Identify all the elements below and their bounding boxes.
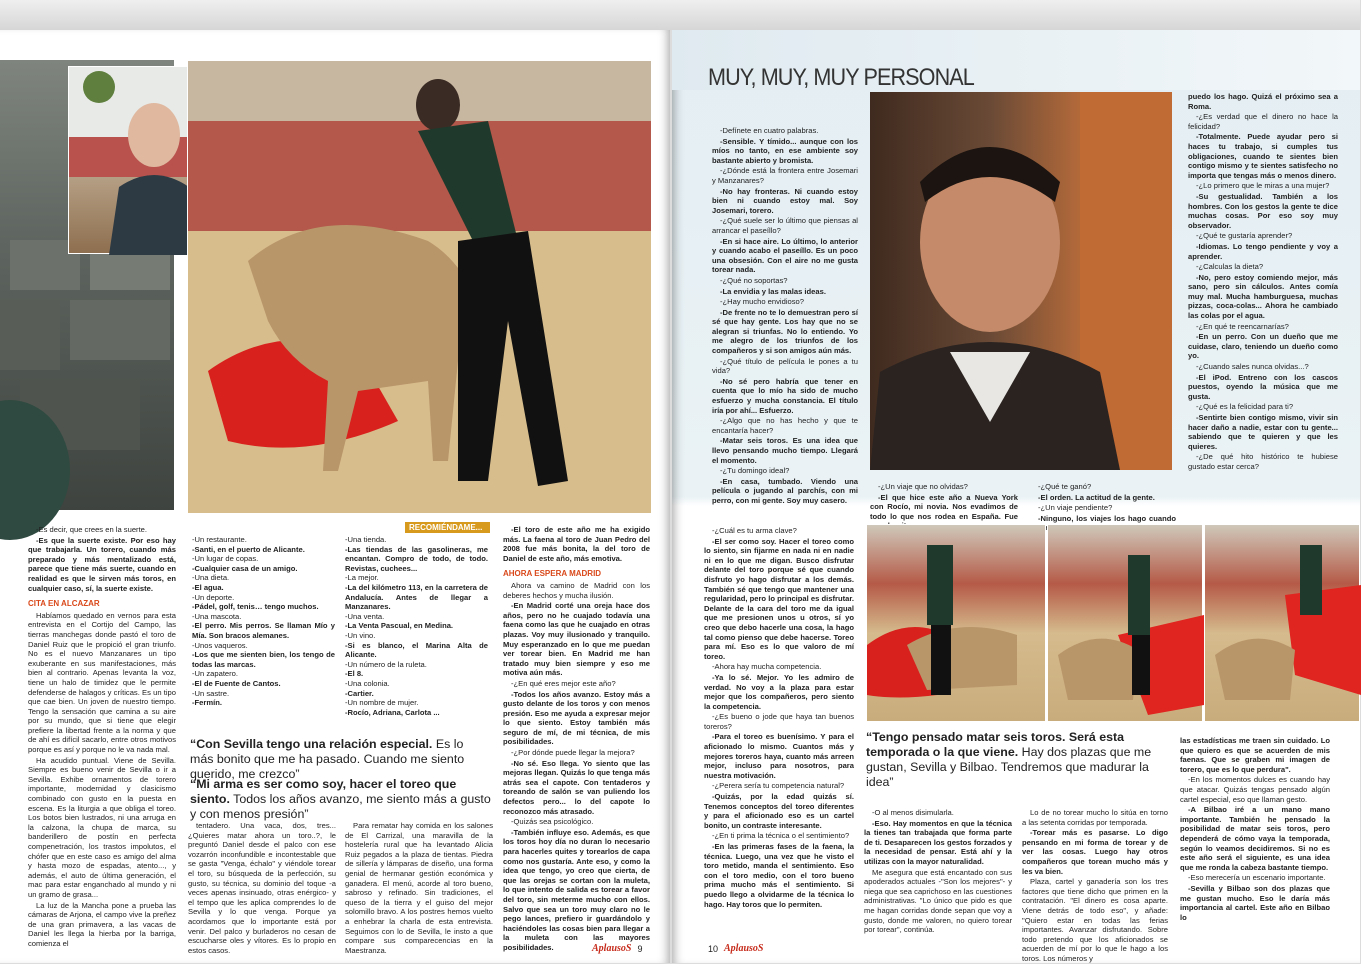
qa-line: -¿Tu domingo ideal? xyxy=(720,466,790,476)
qa-line: -Eso. Hay momentos en que la técnica la tienes tan trabajada que forma parte de ti. Desaparecen los gestos forzados y la necesidad de pensar. Está ahí y la utilizas con la mayor naturalidad. xyxy=(864,818,1012,866)
reco-item: -Un nombre de mujer. xyxy=(345,698,419,708)
right-column-D xyxy=(1188,92,1338,538)
qa-line: -¿Cuando sales nunca olvidas...? xyxy=(1196,362,1309,372)
qa-line: -El que hice este año a Nueva York con Rocío, mi novia. Nos evadimos de todo lo que nos rodea en España. Fue xyxy=(870,492,1018,521)
left-column-1 xyxy=(28,525,176,955)
para: -¿En qué eres mejor este año? xyxy=(511,678,616,688)
sequence-photo-3 xyxy=(1204,524,1360,722)
qa-line: -¿Perera sería tu competencia natural? xyxy=(712,781,845,791)
qa-line: -Para el toreo es buenísimo. Y para el aficionado lo mismo. Cuantos más y mejores toreros haya, cuanto más arreen mejor, incluso para nosotros, para nuestra motivación. xyxy=(704,732,854,780)
body-para: Para rematar hay comida en los salones de El Carrizal, una maravilla de la hostelería rural que ha levantado Alicia Ruiz pegados a la plaza de tientas. Piedra de sillería y lámparas de diseño, una forma genial de hermanar gestión económica y ganadera. El menú, acorde al toro bueno, sabroso y refinado. Sin tradiciones, el queso de la tierra y el guiso del mejor solomillo bravo. A los postres hemos vuelto a enhebrar la charla de esta entrevista. Seguimos con lo de Sevilla, le insto a que compare sus comparecencias en la Maestranza. xyxy=(345,821,493,955)
para: -Todos los años avanzo. Estoy más a gusto delante de los toros y con menos presión. Eso me ayuda a expresar mejor lo que siento. Estoy también más seguro de mí, de mi técnica, de mis posibilidades. xyxy=(503,689,650,747)
right-column-G xyxy=(1022,808,1168,963)
qa-line: -No, pero estoy comiendo mejor, más sano, pero sin cálculos. Antes comía muy mal. Mucha hamburguesa, muchas pizzas, coca-colas... Ahora he cambiado las colas por el agua. xyxy=(1188,272,1338,321)
page-number: 10 xyxy=(708,943,719,954)
left-page xyxy=(0,30,670,963)
qa-line: -¿Dónde está la frontera entre Josemari y Manzanares? xyxy=(712,166,858,185)
left-column-2 xyxy=(192,535,335,725)
qa-line: -¿En ti prima la técnica o el sentimiento? xyxy=(712,831,850,841)
answer-toro: -El toro de este año me ha exigido más. La faena al toro de Juan Pedro del 2008 fue más bonita, la del toro de Daniel de este año, más emotiva. xyxy=(503,525,650,563)
pull-quote-rest: Hay dos plazas que me gustan, Sevilla y Bilbao. Tendremos que madurar la idea” xyxy=(866,745,1152,789)
right-column-A xyxy=(712,126,858,538)
portrait-graphic xyxy=(870,92,1172,470)
qa-line: -Sentirte bien contigo mismo, vivir sin hacer daño a nadie, estar con tu gente... sabiendo que te quieren y que les quieres. xyxy=(1188,413,1338,451)
para: -También influye eso. Además, es que los toros hoy día no duran lo necesario para hacerles quites y torearlos de capa como nos gustaría. Ante eso, y como la idea que tengo, yo creo que cierta, de que las orejas se cortan con la muleta, lo que intento de salida es torear a favor del toro, sin meterme mucho con ellos. Salvo que sea un toro muy claro no le pego lances, prefiero ir guardándolo y haciéndoles las cosas bien para llegar a la muleta con las mayores posibilidades. xyxy=(503,827,650,952)
body-para-1: Habíamos quedado en vernos para esta entrevista en el Cortijo del Campo, las tierras manchegas donde pastó el toro de Daniel Ruiz que le propició el gran triunfo. No es el nuevo Manzanares un tipo exuberante en sus manifestaciones, más bien al contrario. Apenas levanta la voz, tiene un halo de timidez que le permite defenderse de halagos y críticas. Es un tipo que cae bien. Un joven de nuestro tiempo. Tengo la sensación que camina a su aire por su mundo, que si tiene que elegir prefiere la libertad frente a la norma y que de ahí es difícil sacarlo, entre otros motivos porque es así y porque no le va nada mal. xyxy=(28,610,176,755)
reco-item: -Los que me sienten bien, los tengo de todas las marcas. xyxy=(192,650,335,669)
qa-line: -¿De qué hito histórico te hubiese gustado estar cerca? xyxy=(1188,452,1338,471)
qa-line: -Sevilla y Bilbao son dos plazas que me gustan mucho. Eso le daría más importancia al cartel. Este año en Bilbao lo xyxy=(1180,883,1330,922)
qa-line: -El orden. La actitud de la gente. xyxy=(1038,492,1155,502)
left-column-4 xyxy=(503,525,650,955)
recomiendame-label: RECOMIÉNDAME... xyxy=(405,522,490,533)
right-column-H xyxy=(1180,736,1330,958)
qa-line: Plaza, cartel y ganadería son los tres factores que tiene dicho que primen en la contratación. "El dinero es cosa aparte. Viene detrás de todo eso", y añade: "Quiero estar en todas las ferias importantes. Avanzar disfrutando. Sobre todo pretendo que los aficionados se acuerden de mí por lo que le hago a los toros. Los números y xyxy=(1022,877,1168,963)
right-column-F xyxy=(864,808,1012,958)
reco-item: -Un zapatero. xyxy=(192,669,239,679)
left-column-3 xyxy=(345,535,488,725)
right-page xyxy=(672,30,1360,963)
reco-item: -Un sastre. xyxy=(192,688,230,698)
portrait-photo xyxy=(870,92,1172,470)
qa-line: -Eso merecería un escenario importante. xyxy=(1188,873,1326,883)
qa-line: -Sensible. Y tímido... aunque con los míos no tanto, en ese ambiente soy bastante abierto y bromista. xyxy=(712,136,858,165)
qa-line: -¿Qué título de película le pones a tu vida? xyxy=(712,356,858,376)
qa-line: -¿Cuál es tu arma clave? xyxy=(712,526,797,535)
para: Ahora va camino de Madrid con los deberes hechos y mucha ilusión. xyxy=(503,580,650,600)
right-page-footer xyxy=(708,943,763,954)
left-column-2-bottom xyxy=(188,821,336,956)
qa-line: -¿Es bueno o jode que haya tan buenos toreros? xyxy=(704,712,854,731)
para: -¿Por dónde puede llegar la mejora? xyxy=(511,748,635,758)
torero-cow-graphic xyxy=(188,61,651,513)
qa-line: -Torear más es pasarse. Lo digo pensando en mi forma de torear y de ver las cosas. Luego hay otros compañeros que torean mucho más y les va bien. xyxy=(1022,828,1168,876)
qa-line: -Quizás, por la edad quizás sí. Tenemos conceptos del toreo diferentes y para el aficionado eso es un cartel bonito, un contraste interesante. xyxy=(704,792,854,830)
qa-line: -Idiomas. Lo tengo pendiente y voy a aprender. xyxy=(1188,241,1338,261)
reco-item: -Rocío, Adriana, Carlota ... xyxy=(345,707,440,717)
qa-line: -¿En qué te reencarnarías? xyxy=(1196,321,1289,331)
reco-item: -El 8. xyxy=(345,669,364,679)
left-page-footer xyxy=(592,943,642,954)
subhead-cita-alcazar: CITA EN ALCAZAR xyxy=(28,599,100,609)
qa-line: -No sé pero habría que tener en cuenta que lo mío ha sido de mucho esfuerzo y mucha constancia. El título iría por ahí... Esfuerzo. xyxy=(712,376,858,415)
reco-item: -La mejor. xyxy=(345,573,379,583)
qa-line: puedo los hago. Quizá el próximo sea a Roma. xyxy=(1188,92,1338,111)
qa-line: -¿Calculas la dieta? xyxy=(1196,262,1264,272)
reco-item: -Un lugar de copas. xyxy=(192,554,259,564)
lead-question: -Es decir, que crees en la suerte. xyxy=(36,525,148,534)
qa-line: -El iPod. Entreno con los cascos puestos, oyendo la música que me gusta. xyxy=(1188,372,1338,401)
pull-quote-bold: “Mi arma es ser como soy, hacer el toreo que siento. xyxy=(190,777,457,806)
qa-line: -De frente no te lo demuestran pero sí sé que hay gente. Los hay que no se alegran si triunfas. No lo entiendo. Yo me alegro de los triunfos de los compañeros y si son amigos aún más. xyxy=(712,307,858,356)
qa-line: -En si hace aire. Lo último, lo anterior y cuando acabo el paseíllo. Es un poco una obsesión. Con el aire no me gusta torear nada. xyxy=(712,236,858,275)
sequence-graphic xyxy=(1048,525,1204,723)
qa-line: -¿Lo primero que le miras a una mujer? xyxy=(1196,181,1330,191)
qa-line: -¿Qué suele ser lo último que piensas al arrancar el paseíllo? xyxy=(712,216,858,235)
qa-line: -¿Qué no soportas? xyxy=(720,275,788,285)
qa-line: -En los momentos dulces es cuando hay que atacar. Quizás tengas pensado algún cartel especial, eso que llaman gesto. xyxy=(1180,775,1330,804)
qa-line: -No hay fronteras. Ni cuando estoy bien ni cuando estoy mal. Soy Josemari, torero. xyxy=(712,186,858,215)
lead-answer: -Es que la suerte existe. Por eso hay que trabajarla. Un torero, cuando más preparado y más mentalizado está, parece que tiene más suerte, cuando en realidad es que le sirven más toros, en cualquier caso, sí, la suerte existe. xyxy=(28,535,176,593)
qa-line: -¿Un viaje que no olvidas? xyxy=(878,482,968,491)
reco-item: -Cualquier casa de un amigo. xyxy=(192,563,298,573)
reco-item: -Una venta. xyxy=(345,611,385,621)
right-column-E xyxy=(704,526,854,956)
subhead-ahora-madrid: AHORA ESPERA MADRID xyxy=(503,569,602,579)
pull-quote-seis-toros xyxy=(866,730,1176,790)
reco-item: -Pádel, golf, tenis… tengo muchos. xyxy=(192,602,319,612)
reco-item: -Un deporte. xyxy=(192,592,235,602)
para: -Quizás sea psicológico. xyxy=(511,817,594,827)
qa-line: -Totalmente. Puede ayudar pero si haces tu trabajo, si cumples tus obligaciones, cuando te sientes bien contigo mismo y te sientes satisfecho no importa que tengas más o menos dinero. xyxy=(1188,132,1338,180)
qa-line: -¿Un viaje pendiente? xyxy=(1038,503,1113,513)
body-para-3: La luz de la Mancha pone a prueba las cámaras de Arjona, el campo vive la preñez de una gran primavera, a las vacas de Daniel les llega la hierba por la barriga, comienza el xyxy=(28,900,176,948)
sequence-photo-2 xyxy=(1047,524,1203,722)
qa-line: Me asegura que está encantado con sus apoderados actuales -"Son los mejores"- y niega que sea caprichoso en las cuestiones administrativas. "Lo único que pido es que me hagan corridas donde sepan que voy a gusto, donde me valoren, no quiero torear por torear", continúa. xyxy=(864,867,1012,935)
qa-line: -Ninguno, los viajes los hago cuando xyxy=(1038,513,1176,523)
qa-line: -Matar seis toros. Es una idea que llevo pensando mucho tiempo. Llegará el momento. xyxy=(712,436,858,465)
sequence-graphic xyxy=(1205,525,1361,723)
reco-item: -Un restaurante. xyxy=(192,535,247,544)
para: -No sé. Eso llega. Yo siento que las mejoras llegan. Quizás lo que tenga más atrás sea el capote. Con tentaderos y toreando de salón se van puliendo los defectos pero... lo del capote lo reconozco más atrasado. xyxy=(503,758,650,816)
qa-line: -Defínete en cuatro palabras. xyxy=(720,126,819,135)
qa-line: -En las primeras fases de la faena, la técnica. Luego, una vez que he visto el toro metido, manda el sentimiento. Eso con el toro medio, con el toro bueno prima mucho más el sentimiento. Si puedo llego a olvidarme de la técnica lo hago. Hay toros que lo permiten. xyxy=(704,842,854,909)
reco-item: -Un número de la ruleta. xyxy=(345,659,427,669)
pull-quote-bold: “Con Sevilla tengo una relación especial. xyxy=(190,737,433,751)
aplausos-logo: AplausoS xyxy=(724,943,764,954)
reco-item: -Una tienda. xyxy=(345,535,387,544)
pull-quote-arma xyxy=(190,777,495,822)
qa-line: -¿Qué es la felicidad para ti? xyxy=(1196,402,1294,412)
left-column-3-bottom xyxy=(345,821,493,956)
qa-line: -¿Qué te ganó? xyxy=(1038,482,1092,491)
qa-line: -En un perro. Con un dueño que me cuidase, claro, teniendo un dueño como yo. xyxy=(1188,332,1338,361)
pull-quote-rest: Todos los años avanzo, me siento más a gusto y con menos presión” xyxy=(190,792,491,821)
pull-quote-rest: Es lo más bonito que me ha pasado. Cuando me siento querido, me crezco” xyxy=(190,737,465,781)
qa-line: -A Bilbao iré a un mano mano importante. También he pensado la posibilidad de matar seis toros, pero dependerá de cómo vaya la temporada, según lo veamos decidiremos. Si no es este año será el siguiente, es una idea que me ronda la cabeza bastante tiempo. xyxy=(1180,805,1330,872)
qa-line: -Ahora hay mucha competencia. xyxy=(712,662,822,672)
reco-item: -La del kilómetro 113, en la carretera de Andalucía. Antes de llegar a Manzanares. xyxy=(345,582,488,612)
body-para: tentadero. Una vaca, dos, tres... ¿Quieres matar ahora un toro..?, le preguntó Daniel desde el palco con ese vozarrón inconfundible e incontestable que se gasta "Venga, échalo" y viéndole torear el toro, su búsqueda de la perfección, su gusto, su técnica, su dominio del toque -a veces apenas insinuado, otras enérgico- y el tempo que les aplica comprendes lo de Sevilla y lo que venga. Porque ya acordamos que lo importante está por venir. Del palco y burladeros no cesan de escucharse oles y vítores. Es lo propio en estos casos. xyxy=(188,821,336,955)
sequence-graphic xyxy=(867,525,1047,723)
qa-line: -Su gestualidad. También a los hombres. Con los gestos la gente te dice muchas cosas. Por eso soy muy observador. xyxy=(1188,191,1338,230)
qa-line: -¿Algo que no has hecho y que te encantaría hacer? xyxy=(712,416,858,435)
qa-line: las estadísticas me traen sin cuidado. Lo que quiero es que se acuerden de mis faenas. Que se graben mi imagen de torero, que es lo que perdura". xyxy=(1180,736,1330,774)
reco-item: -Si es blanco, el Marina Alta de Alicante. xyxy=(345,640,488,660)
reco-item: -El agua. xyxy=(192,582,224,592)
qa-line: -La envidia y las malas ideas. xyxy=(720,286,826,296)
reco-item: -Una colonia. xyxy=(345,678,390,688)
qa-line: Lo de no torear mucho lo sitúa en torno a las setenta corridas por temporada. xyxy=(1022,808,1168,827)
viewer-top-bar xyxy=(0,0,1360,30)
aplausos-logo: AplausoS xyxy=(592,943,632,954)
qa-line: -El ser como soy. Hacer el toreo como lo siento, sin fijarme en nada ni en nadie ni en lo que me digan. Busco disfrutar delante del toro porque sé que cuando disfruto yo hago disfrutar a los demás. También sé que tengo que mantener una regularidad, pero lo principal es disfrutar. Delante de la cara del toro me da igual que me presionen unos u otros, sí yo creo que debo hacerle una cosa, la hago tal como pienso que debe hacerse. Toreo para mí. Eso es lo que valoro de mí toreo. xyxy=(704,536,854,661)
reco-item: -Unos vaqueros. xyxy=(192,640,248,650)
reco-item: -El perro. Mis perros. Se llaman Mío y Mía. Son bracos alemanes. xyxy=(192,621,335,640)
main-photo-torero-with-cow xyxy=(187,60,650,512)
qa-line: -En casa, tumbado. Viendo una película o jugando al parchís, con mi perro, con mi gente. Soy muy casero. xyxy=(712,476,858,505)
reco-item: -Una dieta. xyxy=(192,573,230,583)
reco-item: -Fermín. xyxy=(192,698,222,708)
qa-line: -¿Hay mucho envidioso? xyxy=(720,297,804,307)
section-title: MUY, MUY, MUY PERSONAL xyxy=(708,64,974,91)
qa-line: -¿Es verdad que el dinero no hace la felicidad? xyxy=(1188,112,1338,131)
reco-item: -Santi, en el puerto de Alicante. xyxy=(192,544,305,554)
pull-quote-sevilla xyxy=(190,737,490,782)
reco-item: -Cartier. xyxy=(345,688,374,698)
reco-item: -La Venta Pascual, en Medina. xyxy=(345,621,454,631)
sequence-photo-1 xyxy=(866,524,1046,722)
pull-quote-bold: “Tengo pensado matar seis toros. Será esta temporada o la que viene. xyxy=(866,730,1124,759)
para: -En Madrid corté una oreja hace dos años, pero no he cuajado todavía una faena como las que he cuajado en otras plazas. Voy muy ilusionado y tranquilo. Muy esperanzado en lo que me puedan ver torear bien. En Madrid me han tratado muy bien siempre y eso me motiva aún más. xyxy=(503,601,650,678)
qa-line: -¿Qué te gustaría aprender? xyxy=(1196,231,1293,241)
reco-item: -Un vino. xyxy=(345,630,376,640)
page-number: 9 xyxy=(637,943,643,954)
qa-line: -Ya lo sé. Mejor. Yo les admiro de verdad. No voy a la plaza para estar mejor que los compañeros, pero siento la competencia. xyxy=(704,672,854,711)
body-para-2: Ha acudido puntual. Viene de Sevilla. Siempre es bueno venir de Sevilla o ir a Sevilla. Exhibe ornamentos de torero importante, modernidad y clasicismo combinado con gusto en la puesta en escena. Es la liturgia a que obliga el toreo. Los botos bien lustrados, ni una arruga en la calzona, la chupa de marca, su banderillero de postín en perfecta compenetración, los trastos impolutos, el chófer que en este caso es amigo del alma y hasta mozo de espadas, atento..., y además, el auto de última generación, el mac para estar enganchado al mundo y ni un gramo de grasa... xyxy=(28,755,176,899)
qa-line: -O al menos disimularla. xyxy=(872,808,954,817)
reco-item: -El de Fuente de Cantos. xyxy=(192,678,281,688)
reco-item: -Las tiendas de las gasolineras, me encantan. Compro de todo, de todo. Revistas, cuchees... xyxy=(345,544,488,573)
reco-item: -Una mascota. xyxy=(192,611,242,621)
